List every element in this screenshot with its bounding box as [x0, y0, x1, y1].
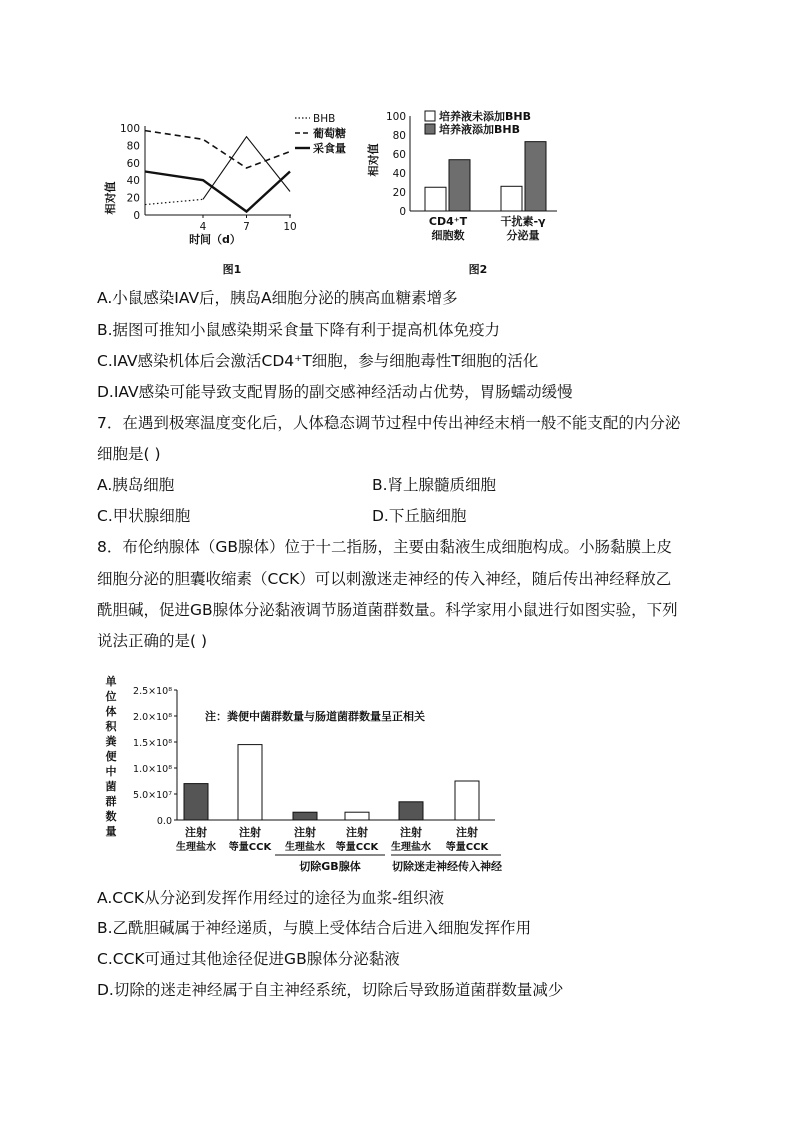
- legend-intake-label: 采食量: [313, 142, 346, 155]
- figure-3: [95, 670, 525, 880]
- fig2-ytick-label: 20: [392, 187, 406, 199]
- fig2-ytick-label: 60: [392, 149, 406, 161]
- fig3-ytick-label: 1.5×10⁸: [133, 738, 172, 749]
- fig1-series-line: [145, 131, 290, 168]
- q8-stem-line-3: 酰胆碱，促进GB腺体分泌黏液调节肠道菌群数量。科学家用小鼠进行如图实验，下列: [97, 601, 678, 619]
- fig1-ytick-label: 20: [126, 192, 140, 205]
- fig3-bar: [399, 802, 423, 820]
- fig3-bar-label-bottom: 等量CCK: [228, 842, 272, 853]
- fig3-bar: [184, 784, 208, 820]
- fig1-xtick-label: 4: [199, 221, 207, 233]
- q8-option-b[interactable]: B.乙酰胆碱属于神经递质，与膜上受体结合后进入细胞发挥作用: [97, 919, 532, 937]
- fig2-ylabel: 相对值: [367, 143, 380, 177]
- fig2-ytick-label: 100: [385, 111, 406, 123]
- fig2-bar: [525, 142, 546, 211]
- fig3-group2-label: 切除GB腺体: [299, 860, 361, 873]
- legend-bhb-label: BHB: [313, 113, 336, 125]
- fig3-ytick-label: 1.0×10⁸: [133, 764, 172, 775]
- fig3-group3-label: 切除迷走神经传入神经: [392, 860, 502, 873]
- legend-no-bhb-swatch: [425, 111, 435, 121]
- fig3-bar-label-top: 注射: [239, 826, 261, 839]
- fig2-group1-label-2: 细胞数: [431, 229, 465, 242]
- fig2-bar: [449, 160, 470, 211]
- legend-bhb-added-label: 培养液添加BHB: [439, 123, 520, 136]
- q8-option-a[interactable]: A.CCK从分泌到发挥作用经过的途径为血浆-组织液: [97, 889, 445, 907]
- q7-stem-2: 细胞是( ): [97, 445, 161, 463]
- fig3-bar-label-bottom: 生理盐水: [391, 842, 431, 853]
- fig1-xtick-label: 7: [243, 221, 250, 233]
- fig3-bar: [455, 781, 479, 820]
- fig3-bar-label-top: 注射: [456, 826, 478, 839]
- fig3-ylabel-char: 菌: [105, 780, 117, 793]
- fig2-legend: [425, 109, 531, 136]
- figure-1-2: [95, 98, 575, 283]
- fig2-group1-label: CD4⁺T: [428, 215, 468, 228]
- fig1-legend: [295, 113, 346, 155]
- q7-option-a[interactable]: A.胰岛细胞: [97, 476, 175, 494]
- fig3-bar-label-top: 注射: [400, 826, 422, 839]
- fig1-xtick-label: 10: [283, 221, 297, 233]
- fig3-ylabel-char: 位: [105, 690, 117, 703]
- fig3-bar-label-bottom: 等量CCK: [445, 842, 489, 853]
- fig2-ytick-label: 80: [392, 130, 406, 142]
- q8-stem-line-1: 8．布伦纳腺体（GB腺体）位于十二指肠，主要由黏液生成细胞构成。小肠黏膜上皮: [97, 538, 673, 556]
- fig2-ytick-label: 40: [392, 168, 406, 180]
- legend-no-bhb-label: 培养液未添加BHB: [439, 110, 531, 123]
- figure-2: [366, 109, 557, 276]
- fig1-ytick-label: 40: [126, 175, 140, 188]
- fig3-ylabel-char: 中: [105, 765, 117, 778]
- q7-stem: 7．在遇到极寒温度变化后，人体稳态调节过程中传出神经末梢一般不能支配的内分泌: [97, 414, 681, 432]
- fig1-series-line: [145, 199, 203, 204]
- fig3-bar-label-top: 注射: [346, 826, 368, 839]
- q8-option-c[interactable]: C.CCK可通过其他途径促进GB腺体分泌黏液: [97, 950, 400, 968]
- q7-option-b[interactable]: B.肾上腺髓质细胞: [372, 476, 497, 494]
- q6-option-c[interactable]: C.IAV感染机体后会激活CD4⁺T细胞，参与细胞毒性T细胞的活化: [97, 352, 539, 370]
- q7-option-d[interactable]: D.下丘脑细胞: [372, 507, 467, 525]
- q8-stem-line-4: 说法正确的是( ): [97, 632, 208, 650]
- fig2-group2-label: 干扰素-γ: [500, 215, 546, 228]
- fig2-ytick-label: 0: [399, 206, 406, 218]
- q6-option-b[interactable]: B.据图可推知小鼠感染期采食量下降有利于提高机体免疫力: [97, 321, 501, 339]
- fig3-ylabel-char: 群: [105, 795, 117, 808]
- fig1-ytick-label: 60: [126, 157, 140, 170]
- fig3-bar-label-bottom: 等量CCK: [335, 842, 379, 853]
- fig3-bar: [345, 812, 369, 820]
- fig3-ytick-label: 2.0×10⁸: [133, 712, 172, 723]
- fig3-ylabel-char: 便: [105, 750, 117, 763]
- fig1-xlabel: 时间（d）: [189, 233, 241, 246]
- fig2-group2-label-2: 分泌量: [506, 229, 540, 242]
- q6-option-d[interactable]: D.IAV感染可能导致支配胃肠的副交感神经活动占优势，胃肠蠕动缓慢: [97, 383, 573, 401]
- fig3-bar: [238, 745, 262, 820]
- legend-glucose-label: 葡萄糖: [313, 127, 346, 140]
- fig2-bar: [501, 186, 522, 211]
- fig1-ytick-label: 80: [126, 140, 140, 153]
- fig3-ylabel-char: 量: [105, 825, 117, 838]
- fig2-caption: 图2: [468, 263, 488, 276]
- fig3-ytick-label: 0.0: [156, 816, 172, 827]
- fig3-bar: [293, 812, 317, 820]
- fig3-ytick-label: 5.0×10⁷: [133, 790, 172, 801]
- fig1-ytick-label: 0: [133, 210, 140, 222]
- fig3-note: 注：粪便中菌群数量与肠道菌群数量呈正相关: [205, 710, 425, 723]
- fig2-bar: [425, 187, 446, 211]
- legend-bhb-added-swatch: [425, 124, 435, 134]
- fig1-ytick-label: 100: [119, 123, 140, 135]
- fig3-ylabel-char: 单: [105, 675, 117, 688]
- fig3-bar-label-bottom: 生理盐水: [176, 842, 216, 853]
- fig3-bar-label-top: 注射: [294, 826, 316, 839]
- q8-stem-line-2: 细胞分泌的胆囊收缩素（CCK）可以刺激迷走神经的传入神经，随后传出神经释放乙: [97, 570, 672, 588]
- q7-option-c[interactable]: C.甲状腺细胞: [97, 507, 191, 525]
- fig3-ylabel-char: 积: [105, 720, 117, 733]
- fig3-bar-label-bottom: 生理盐水: [285, 842, 325, 853]
- fig3-bar-label-top: 注射: [185, 826, 207, 839]
- q8-option-d[interactable]: D.切除的迷走神经属于自主神经系统，切除后导致肠道菌群数量减少: [97, 981, 564, 999]
- q6-option-a[interactable]: A.小鼠感染IAV后，胰岛A细胞分泌的胰高血糖素增多: [97, 289, 458, 307]
- fig1-caption: 图1: [222, 263, 242, 276]
- fig3-ylabel-char: 粪: [105, 735, 117, 748]
- fig3-ylabel-char: 数: [105, 810, 117, 823]
- figure-1: [103, 113, 346, 276]
- fig1-ylabel: 相对值: [104, 181, 117, 215]
- fig3-ylabel-char: 体: [105, 705, 117, 718]
- fig3-ytick-label: 2.5×10⁸: [133, 686, 172, 697]
